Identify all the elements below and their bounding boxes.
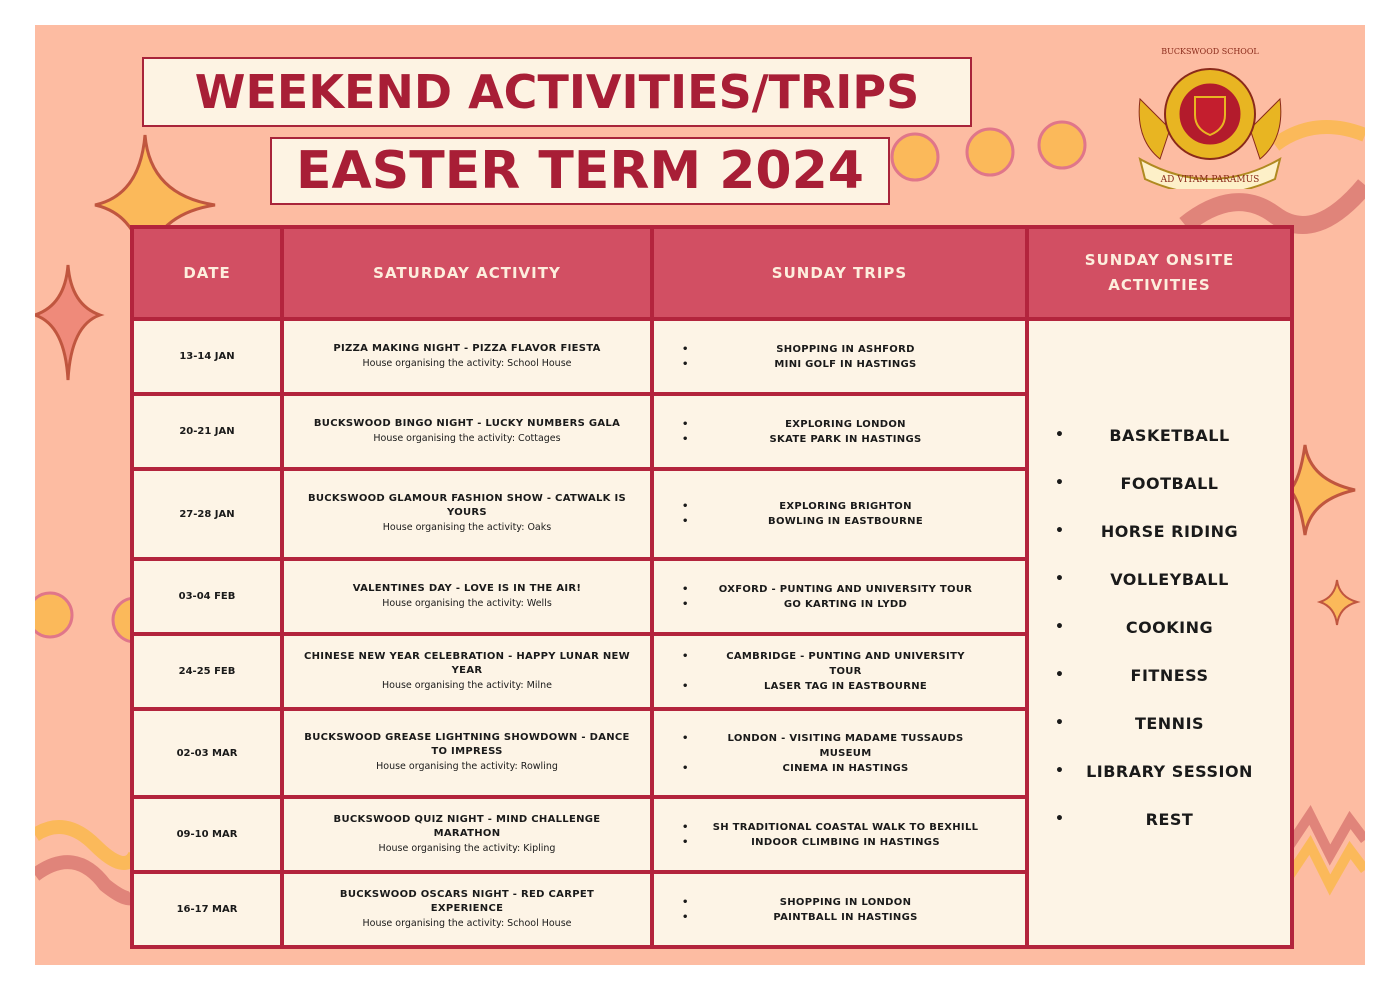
activity-title: BUCKSWOOD GLAMOUR FASHION SHOW - CATWALK IS YOURS [307, 493, 627, 518]
bullet: • [682, 343, 689, 355]
trip-item [660, 342, 1019, 357]
date-cell: 09-10 MAR [132, 797, 282, 872]
page-subtitle: EASTER TERM 2024 [270, 137, 890, 205]
table-row [132, 319, 1292, 394]
wave-decoration [35, 827, 135, 863]
onsite-activity-item [1035, 603, 1284, 651]
bullet: • [682, 681, 689, 692]
activity-title: BUCKSWOOD QUIZ NIGHT - MIND CHALLENGE MARATHON [333, 813, 601, 839]
activity-title: BUCKSWOOD OSCARS NIGHT - RED CARPET EXPERIENCE [339, 888, 595, 914]
bullet: • [1055, 427, 1065, 443]
sunday-trips-cell [652, 394, 1027, 469]
bullet: • [682, 418, 689, 430]
onsite-activity-label: COOKING [1125, 617, 1214, 637]
sunday-trips-cell [652, 559, 1027, 634]
sunday-trips-cell [652, 797, 1027, 872]
bullet: • [682, 598, 689, 610]
bullet: • [1055, 715, 1065, 731]
bullet: • [682, 651, 689, 662]
bullet: • [682, 821, 689, 833]
activity-house: House organising the activity: Cottages [373, 432, 561, 444]
trip-item [660, 357, 1019, 372]
wave-decoration [1185, 185, 1365, 225]
trip-label: PAINTBALL IN HASTINGS [773, 911, 918, 923]
onsite-activity-label: FITNESS [1130, 665, 1209, 685]
trip-label: LASER TAG IN EASTBOURNE [763, 681, 927, 692]
onsite-activity-item [1035, 795, 1284, 843]
sparkle-star-icon [1290, 445, 1355, 535]
trip-item [660, 679, 1019, 694]
trip-label: SH TRADITIONAL COASTAL WALK TO BEXHILL [712, 821, 979, 833]
onsite-activity-item [1035, 747, 1284, 795]
onsite-activity-label: REST [1145, 809, 1194, 829]
sparkle-star-icon [1320, 580, 1357, 625]
header-sunday-trips: SUNDAY TRIPS [652, 227, 1027, 319]
trip-item [660, 417, 1019, 432]
bullet: • [682, 911, 689, 923]
trip-label: SKATE PARK IN HASTINGS [769, 433, 922, 445]
bullet: • [1055, 811, 1065, 827]
bullet: • [682, 896, 689, 908]
bullet: • [682, 732, 689, 744]
sunday-trips-cell [652, 319, 1027, 394]
circle-decoration [35, 593, 72, 637]
activity-house: House organising the activity: School House [362, 917, 572, 929]
onsite-activity-item [1035, 651, 1284, 699]
activity-house: House organising the activity: School House [362, 357, 572, 369]
header-sunday-onsite: SUNDAY ONSITE ACTIVITIES [1027, 227, 1292, 319]
date-cell: 27-28 JAN [132, 469, 282, 559]
bullet: • [1055, 571, 1065, 587]
bullet: • [1055, 667, 1065, 683]
activity-house: House organising the activity: Milne [381, 679, 552, 691]
trip-item [660, 432, 1019, 447]
bullet: • [1055, 763, 1065, 779]
saturday-activity-cell [282, 709, 652, 797]
circle-decoration [967, 129, 1013, 175]
trip-label: INDOOR CLIMBING IN HASTINGS [751, 836, 940, 848]
sparkle-star-icon [35, 265, 100, 380]
page-title: WEEKEND ACTIVITIES/TRIPS [142, 57, 972, 127]
bullet: • [682, 358, 689, 370]
onsite-activity-label: TENNIS [1134, 713, 1205, 733]
trip-label: EXPLORING BRIGHTON [779, 501, 912, 512]
circle-decoration [892, 134, 938, 180]
trip-item [660, 731, 1019, 761]
bullet: • [682, 836, 689, 848]
trip-label: OXFORD - PUNTING AND UNIVERSITY TOUR [718, 583, 973, 595]
activity-title: PIZZA MAKING NIGHT - PIZZA FLAVOR FIESTA [333, 342, 601, 354]
saturday-activity-cell [282, 634, 652, 709]
bullet: • [682, 583, 689, 595]
bullet: • [682, 433, 689, 445]
trip-item [660, 514, 1019, 529]
trip-item [660, 835, 1019, 850]
trip-item [660, 761, 1019, 776]
circle-decoration [1039, 122, 1085, 168]
trip-item [660, 582, 1019, 597]
header-saturday-activity: SATURDAY ACTIVITY [282, 227, 652, 319]
saturday-activity-cell [282, 559, 652, 634]
trip-label: CINEMA IN HASTINGS [782, 762, 909, 774]
table-header-row [132, 227, 1292, 319]
date-cell: 20-21 JAN [132, 394, 282, 469]
saturday-activity-cell [282, 872, 652, 947]
date-cell: 16-17 MAR [132, 872, 282, 947]
onsite-activity-item [1035, 699, 1284, 747]
bullet: • [1055, 523, 1065, 539]
saturday-activity-cell [282, 319, 652, 394]
sunday-trips-cell [652, 872, 1027, 947]
sunday-trips-cell [652, 634, 1027, 709]
onsite-activity-label: VOLLEYBALL [1110, 569, 1229, 589]
trip-label: SHOPPING IN ASHFORD [776, 343, 915, 355]
trip-label: MINI GOLF IN HASTINGS [774, 358, 917, 370]
trip-item [660, 649, 1019, 679]
sunday-trips-cell [652, 709, 1027, 797]
bullet: • [682, 516, 689, 527]
sunday-onsite-cell [1027, 319, 1292, 947]
onsite-activity-label: FOOTBALL [1120, 473, 1219, 493]
saturday-activity-cell [282, 394, 652, 469]
saturday-activity-cell [282, 469, 652, 559]
activity-title: CHINESE NEW YEAR CELEBRATION - HAPPY LUNAR NEW YEAR [304, 650, 630, 676]
school-crest-logo [1130, 59, 1290, 189]
sunday-trips-cell [652, 469, 1027, 559]
trip-item [660, 820, 1019, 835]
bullet: • [682, 762, 689, 774]
trip-label: GO KARTING IN LYDD [783, 598, 908, 610]
activity-title: VALENTINES DAY - LOVE IS IN THE AIR! [352, 582, 582, 594]
trip-label: EXPLORING LONDON [785, 418, 906, 430]
trip-item [660, 910, 1019, 925]
bullet: • [682, 501, 689, 512]
logo-motto: AD VITAM PARAMUS [1160, 175, 1260, 185]
onsite-activity-item [1035, 555, 1284, 603]
onsite-activity-item [1035, 459, 1284, 507]
onsite-activity-label: HORSE RIDING [1100, 521, 1239, 541]
onsite-activity-label: BASKETBALL [1109, 425, 1230, 445]
activity-title: BUCKSWOOD BINGO NIGHT - LUCKY NUMBERS GALA [313, 417, 621, 429]
onsite-activity-label: LIBRARY SESSION [1086, 761, 1253, 781]
trip-label: LONDON - VISITING MADAME TUSSAUDS MUSEUM [727, 732, 964, 759]
saturday-activity-cell [282, 797, 652, 872]
date-cell: 03-04 FEB [132, 559, 282, 634]
trip-item [660, 499, 1019, 514]
date-cell: 13-14 JAN [132, 319, 282, 394]
trip-label: SHOPPING IN LONDON [779, 896, 912, 908]
activity-house: House organising the activity: Oaks [382, 522, 552, 533]
onsite-activity-item [1035, 507, 1284, 555]
activity-title: BUCKSWOOD GREASE LIGHTNING SHOWDOWN - DANCE TO IMPRESS [304, 732, 630, 757]
date-cell: 24-25 FEB [132, 634, 282, 709]
trip-label: BOWLING IN EASTBOURNE [768, 516, 923, 527]
bullet: • [1055, 619, 1065, 635]
onsite-activity-item [1035, 411, 1284, 459]
poster [35, 25, 1365, 965]
activity-house: House organising the activity: Kipling [378, 842, 556, 854]
activity-house: House organising the activity: Rowling [376, 761, 558, 772]
date-cell: 02-03 MAR [132, 709, 282, 797]
logo-school-name: BUCKSWOOD SCHOOL [1161, 47, 1259, 56]
trip-item [660, 597, 1019, 612]
trip-item [660, 895, 1019, 910]
activity-house: House organising the activity: Wells [382, 597, 552, 609]
activities-table [130, 225, 1294, 949]
bullet: • [1055, 475, 1065, 491]
trip-label: CAMBRIDGE - PUNTING AND UNIVERSITY TOUR [726, 651, 965, 677]
header-date: DATE [132, 227, 282, 319]
